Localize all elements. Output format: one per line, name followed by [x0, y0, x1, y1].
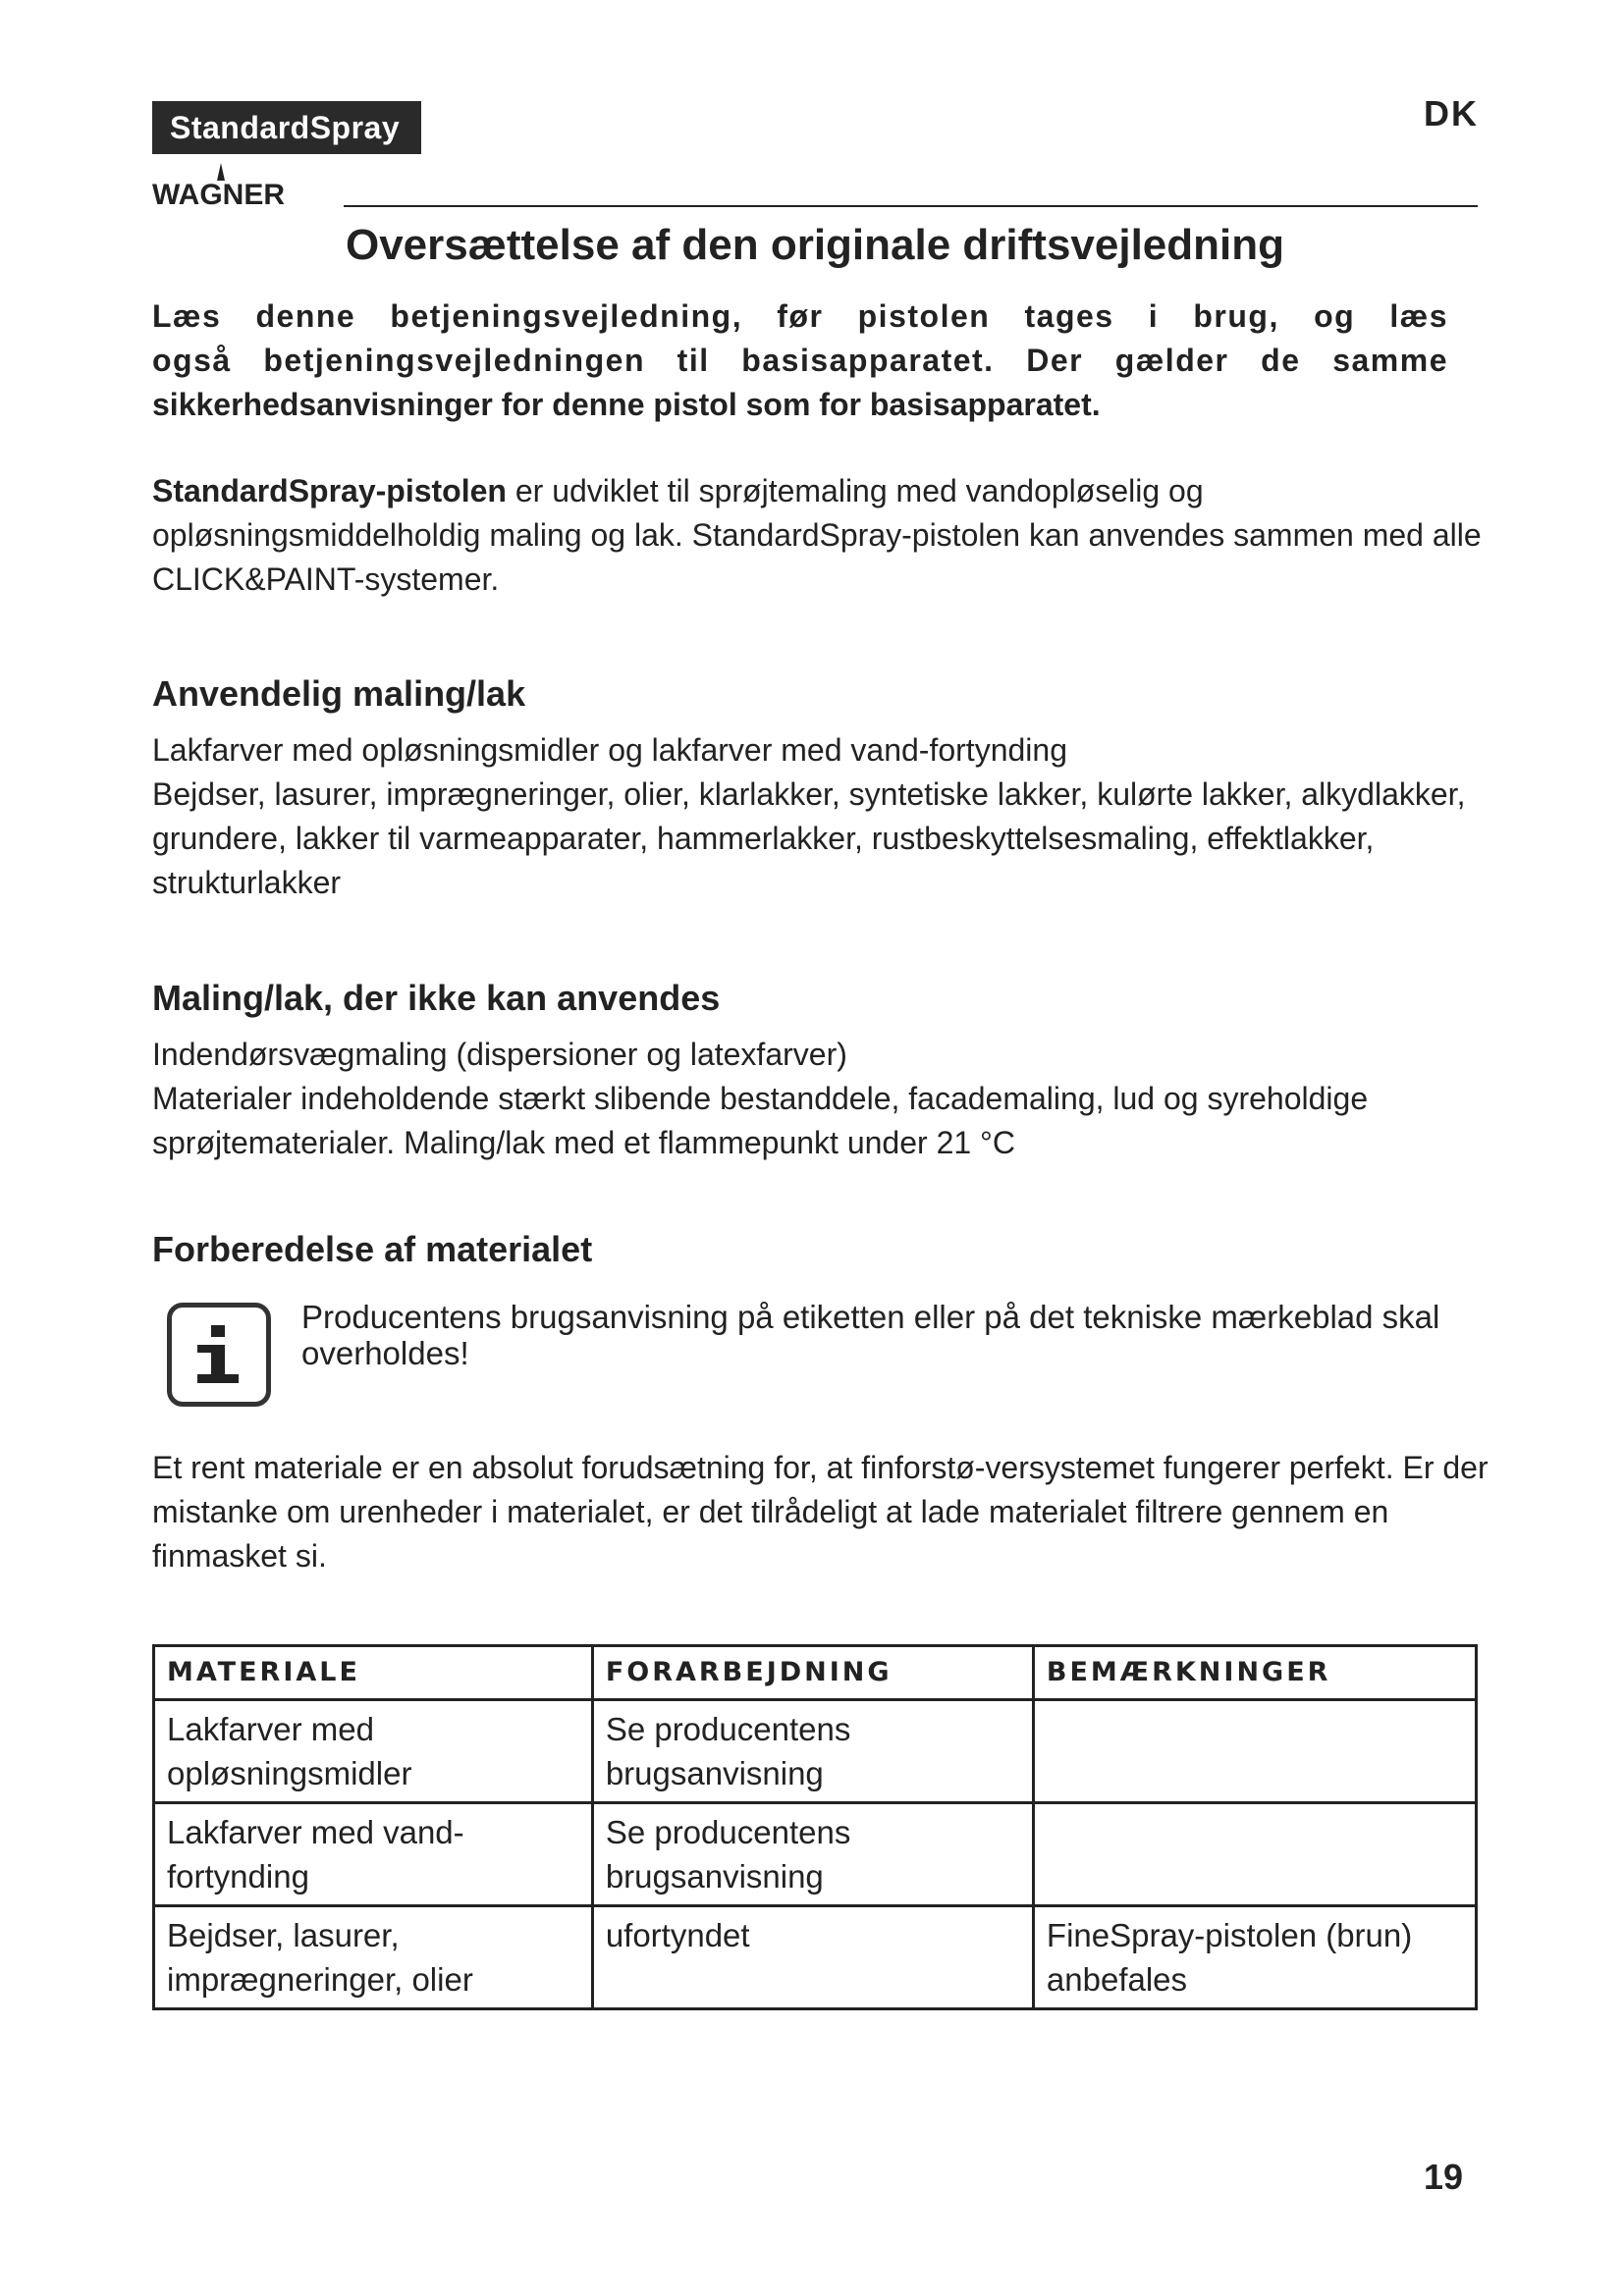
table-row	[154, 1906, 1477, 2009]
section-heading-preparation: Forberedelse af materialet	[152, 1229, 593, 1269]
product-label: StandardSpray	[152, 101, 421, 154]
intro-warning	[152, 294, 1448, 427]
not-usable-line: Materialer indeholdende stærkt slibende bestanddele, facademaling, lud og syreholdige sprøjtematerialer. Maling/lak med et flammepunkt under 21 °C	[152, 1081, 1369, 1160]
table-cell	[1033, 1803, 1476, 1906]
usable-list	[152, 728, 1483, 905]
table-header-row	[154, 1646, 1477, 1700]
not-usable-list	[152, 1033, 1483, 1165]
section-heading-usable: Anvendelig maling/lak	[152, 673, 526, 714]
table-row	[154, 1700, 1477, 1803]
table-cell: Se producentens brugsanvisning	[592, 1803, 1033, 1906]
table-header-cell: MATERIALE	[154, 1646, 593, 1700]
table-cell: ufortyndet	[592, 1906, 1033, 2009]
table-cell	[1033, 1700, 1476, 1803]
table-row	[154, 1803, 1477, 1906]
not-usable-line: Indendørsvægmaling (dispersioner og latexfarver)	[152, 1037, 847, 1072]
table-header-cell: BEMÆRKNINGER	[1033, 1646, 1476, 1700]
header-rule	[344, 205, 1478, 207]
intro-warning-line: Læs denne betjeningsvejledning, før pistolen tages i brug, og læs	[152, 298, 1448, 334]
description-text: er udviklet til sprøjtemaling med vandopløselig og opløsningsmiddelholdig maling og lak. StandardSpray-pistolen kan anvendes sammen med alle CLICK&PAINT-systemer.	[152, 473, 1482, 597]
intro-warning-line: sikkerhedsanvisninger for denne pistol som for basisapparatet.	[152, 387, 1101, 422]
section-heading-not-usable: Maling/lak, der ikke kan anvendes	[152, 978, 721, 1018]
info-icon	[167, 1303, 271, 1407]
wagner-logo	[152, 157, 319, 208]
table-cell: Bejdser, lasurer, imprægneringer, olier	[154, 1906, 593, 2009]
usable-line: Lakfarver med opløsningsmidler og lakfarver med vand-fortynding	[152, 732, 1067, 768]
table-cell: FineSpray-pistolen (brun) anbefales	[1033, 1906, 1476, 2009]
logo-text: WAGNER	[152, 179, 285, 208]
preparation-body: Et rent materiale er en absolut forudsætning for, at finforstø-versystemet fungerer perfekt. Er der mistanke om urenheder i materialet, er det tilrådeligt at lade materialet filtrere gennem en finmasket si.	[152, 1450, 1489, 1574]
table-cell: Se producentens brugsanvisning	[592, 1700, 1033, 1803]
language-code: DK	[1424, 93, 1479, 133]
intro-warning-line: også betjeningsvejledningen til basisapparatet. Der gælder de samme	[152, 343, 1448, 378]
usable-line: Bejdser, lasurer, imprægneringer, olier, klarlakker, syntetiske lakker, kulørte lakker, alkydlakker, grundere, lakker til varmeapparater, hammerlakker, rustbeskyttelsesmaling, effektlakker, strukturlakker	[152, 776, 1466, 900]
materials-table	[152, 1644, 1478, 2010]
product-name: StandardSpray-pistolen	[152, 473, 507, 508]
info-note: Producentens brugsanvisning på etiketten eller på det tekniske mærkeblad skal overholdes!	[301, 1299, 1440, 1371]
table-header-cell: FORARBEJDNING	[592, 1646, 1033, 1700]
intro-description	[152, 469, 1483, 602]
table-cell: Lakfarver med opløsningsmidler	[154, 1700, 593, 1803]
page-title: Oversættelse af den originale driftsvejledning	[345, 221, 1285, 269]
page-number: 19	[1424, 2157, 1464, 2197]
table-cell: Lakfarver med vand-fortynding	[154, 1803, 593, 1906]
